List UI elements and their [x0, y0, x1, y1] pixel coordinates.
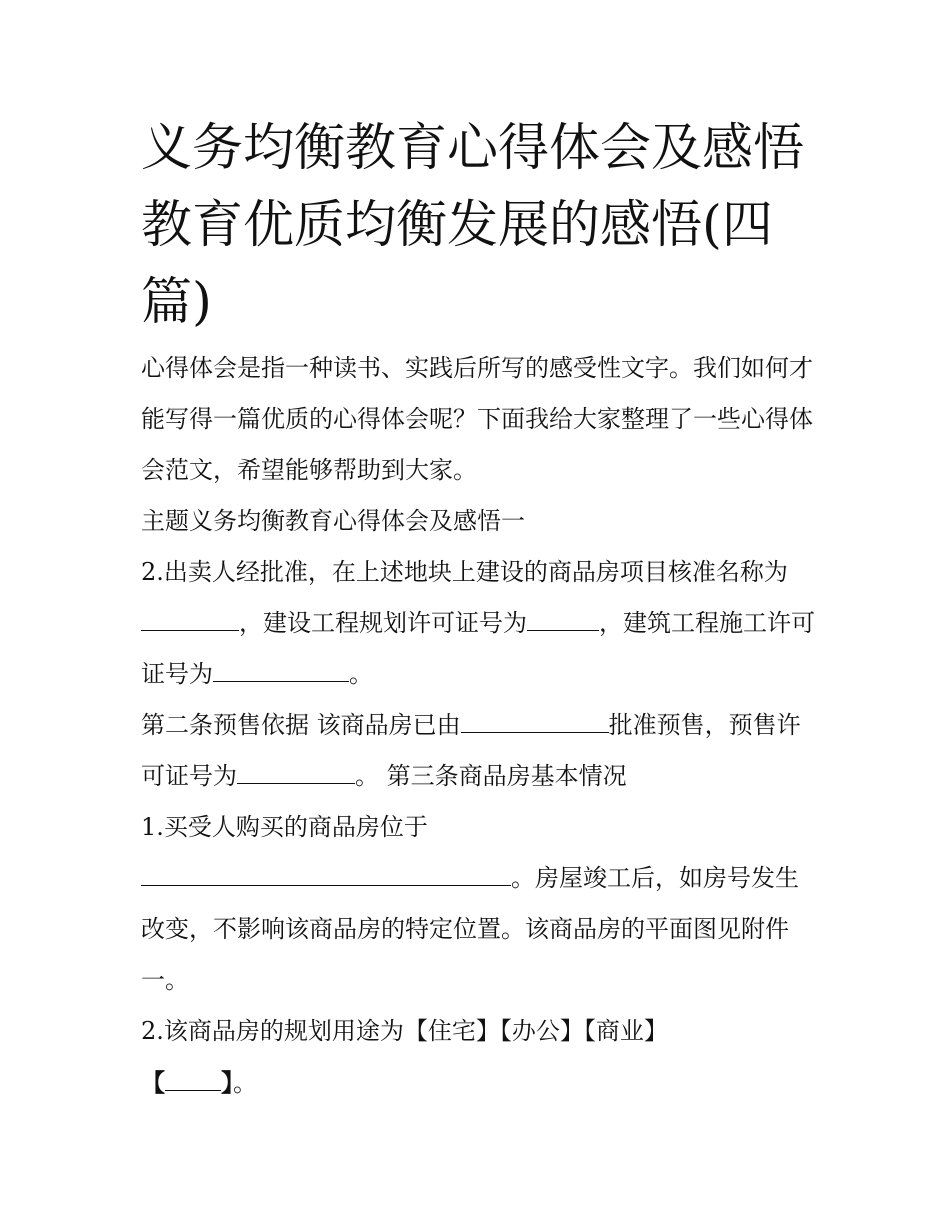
item-2-text-1: 2.该商品房的规划用途为【住宅】【办公】【商业】 [141, 1017, 668, 1045]
article-2-paragraph [141, 700, 821, 802]
bracket-close: 】 [221, 1068, 233, 1097]
clause-2-paragraph [141, 547, 821, 700]
item-2-end: 。 [233, 1069, 257, 1097]
document-title: 义务均衡教育心得体会及感悟教育优质均衡发展的感悟(四篇) [141, 119, 805, 332]
bracket-open: 【 [141, 1068, 165, 1097]
item-1-text-1: 1.买受人购买的商品房位于 [141, 813, 428, 841]
location-blank [141, 863, 511, 886]
item-1-text-2: 。房屋竣工后，如房号发生改变，不影响该商品房的特定位置。该商品房的平面图见附件一。 [141, 864, 799, 994]
planning-permit-blank [527, 608, 599, 631]
approver-blank [461, 710, 609, 733]
presale-permit-blank [237, 761, 355, 784]
project-name-blank [141, 608, 239, 631]
article-2-text-3: 。 第三条商品房基本情况 [355, 762, 627, 790]
subject-heading: 主题义务均衡教育心得体会及感悟一 [141, 507, 525, 535]
article-2-text-2: 批准预售，预售许可证号为 [141, 711, 801, 790]
clause-2-text-4: 。 [349, 660, 373, 688]
item-1-paragraph [141, 802, 821, 1006]
construction-permit-blank [213, 659, 349, 682]
document-page [141, 110, 821, 1109]
clause-2-text-1: 2.出卖人经批准，在上述地块上建设的商品房项目核准名称为 [141, 558, 788, 586]
clause-2-text-3: ，建筑工程施工许可证号为 [141, 609, 815, 688]
intro-paragraph: 心得体会是指一种读书、实践后所写的感受性文字。我们如何才能写得一篇优质的心得体会呢？下面我给大家整理了一些心得体会范文，希望能够帮助到大家。 [141, 354, 813, 484]
clause-2-text-2: ，建设工程规划许可证号为 [239, 609, 527, 637]
article-2-text-1: 第二条预售依据 该商品房已由 [141, 711, 461, 739]
other-use-blank [165, 1068, 221, 1091]
item-2-paragraph [141, 1006, 821, 1109]
